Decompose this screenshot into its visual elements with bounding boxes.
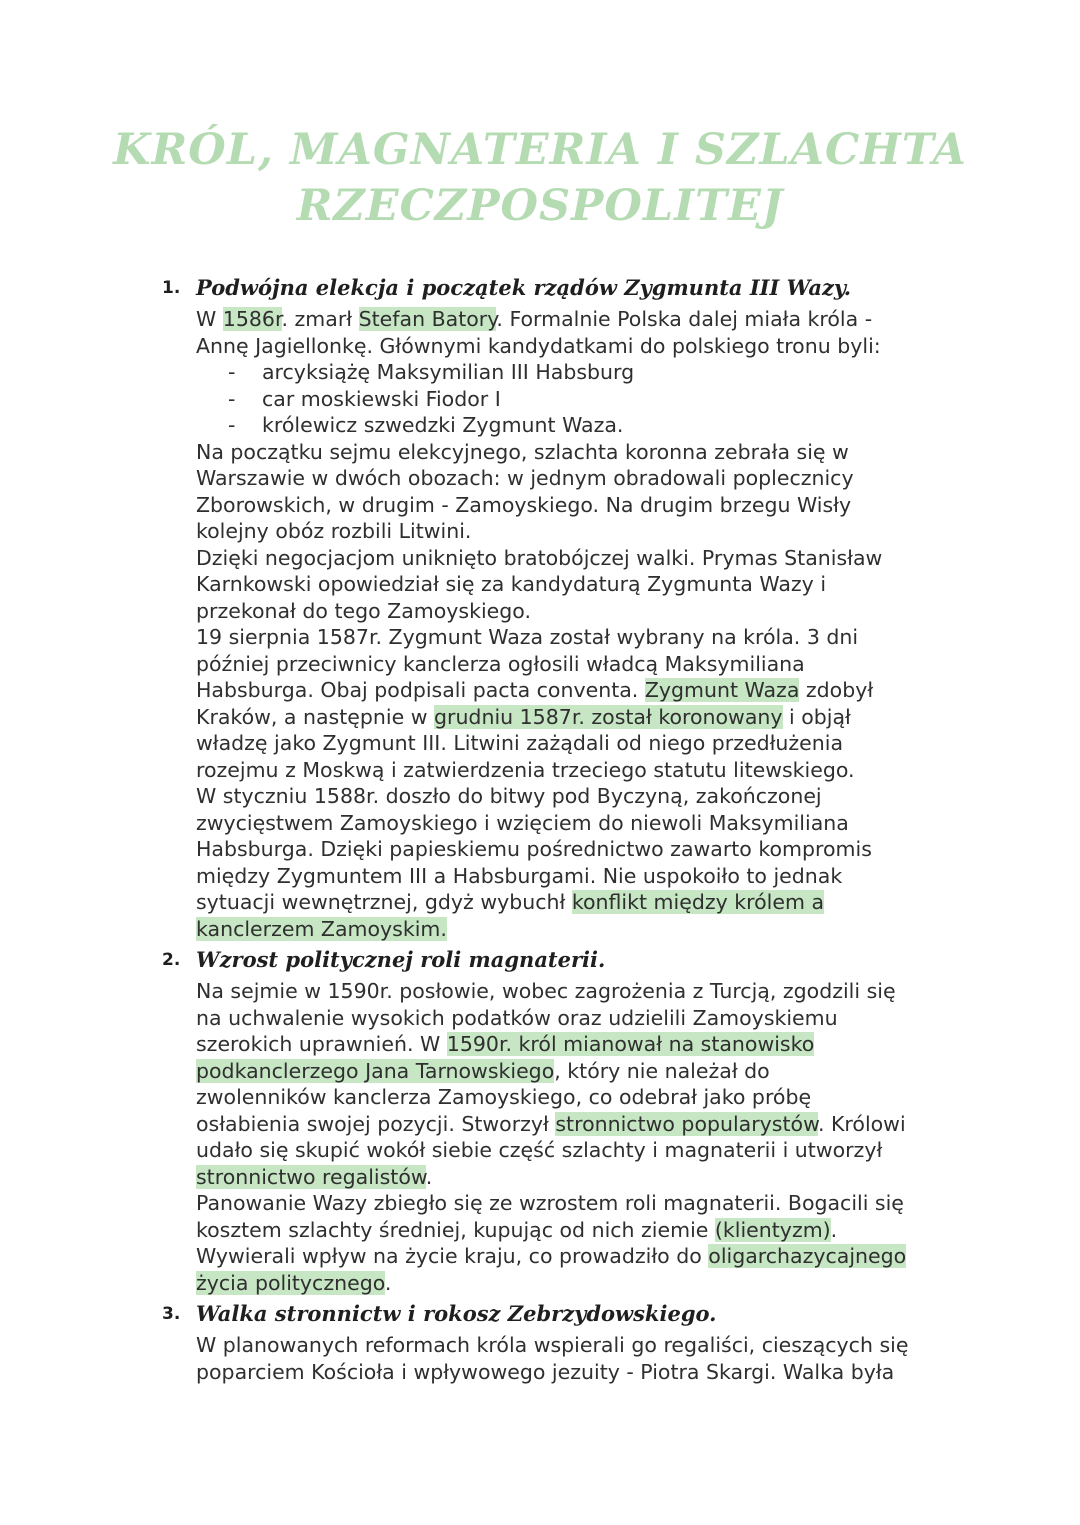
section-number: 3.	[162, 1304, 181, 1324]
text-line	[0, 783, 1080, 810]
text-line	[0, 598, 1080, 625]
text-line	[0, 1084, 1080, 1111]
document-body	[0, 270, 1080, 1385]
text-segment: zwolenników kanclerza Zamoyskiego, co odebrał jako próbę	[196, 1085, 812, 1109]
text-line	[0, 1332, 1080, 1359]
section-3	[0, 1296, 1080, 1385]
text-segment: udało się skupić wokół siebie część szlachty i magnaterii i utworzył	[196, 1138, 883, 1162]
text-line	[0, 836, 1080, 863]
highlighted-term: Zygmunt Waza	[644, 678, 800, 702]
section-1	[0, 270, 1080, 942]
text-line	[0, 730, 1080, 757]
text-line	[0, 306, 1080, 333]
page-title	[0, 122, 1080, 234]
text-line	[0, 333, 1080, 360]
text-line	[0, 1137, 1080, 1164]
text-segment: W	[196, 307, 223, 331]
text-line	[0, 704, 1080, 731]
highlighted-term: 1590r. król mianował na stanowisko	[446, 1032, 815, 1056]
text-line	[0, 1005, 1080, 1032]
section-heading-text: Podwójna elekcja i początek rządów Zygmunta III Wazy.	[196, 275, 851, 300]
text-segment: Karnkowski opowiedział się za kandydaturą Zygmunta Wazy i	[196, 572, 827, 596]
text-line	[0, 978, 1080, 1005]
text-line	[0, 757, 1080, 784]
text-segment: . Formalnie Polska dalej miała króla -	[496, 307, 873, 331]
text-segment: rozejmu z Moskwą i zatwierdzenia trzeciego statutu litewskiego.	[196, 757, 855, 782]
text-segment: poparciem Kościoła i wpływowego jezuity - Piotra Skargi. Walka była	[196, 1359, 895, 1384]
text-segment: Annę Jagiellonkę. Głównymi kandydatkami do polskiego tronu byli:	[196, 333, 881, 358]
text-segment: .	[384, 1270, 392, 1295]
text-segment: później przeciwnicy kanclerza ogłosili władcą Maksymiliana	[196, 651, 805, 676]
text-line	[0, 1058, 1080, 1085]
text-line	[0, 1359, 1080, 1386]
text-segment: na uchwalenie wysokich podatków oraz udzielili Zamoyskiemu	[196, 1005, 838, 1030]
text-line	[0, 1111, 1080, 1138]
title-line-1: KRÓL, MAGNATERIA I SZLACHTA	[113, 125, 967, 175]
text-segment: Wywierali wpływ na życie kraju, co prowadziło do	[196, 1244, 709, 1268]
text-line	[0, 1243, 1080, 1270]
section-heading	[0, 1296, 1080, 1332]
highlighted-term: stronnictwo popularystów	[555, 1111, 818, 1136]
text-line	[0, 465, 1080, 492]
text-segment: 19 sierpnia 1587r. Zygmunt Waza został wybrany na króla. 3 dni	[196, 625, 859, 649]
bullet-text: arcyksiążę Maksymilian III Habsburg	[262, 360, 635, 384]
text-segment: Warszawie w dwóch obozach: w jednym obradowali poplecznicy	[196, 466, 854, 490]
text-segment: osłabienia swojej pozycji. Stworzył	[196, 1111, 556, 1136]
text-segment: sytuacji wewnętrznej, gdyż wybuchł	[196, 890, 572, 914]
title-line-2: RZECZPOSPOLITEJ	[296, 181, 784, 231]
text-line	[0, 492, 1080, 519]
section-heading-text: Walka stronnictw i rokosz Zebrzydowskiego.	[196, 1301, 717, 1326]
text-line	[0, 863, 1080, 890]
text-line	[0, 545, 1080, 572]
text-segment: Dzięki negocjacjom uniknięto bratobójczej walki. Prymas Stanisław	[196, 545, 883, 570]
text-segment: przekonał do tego Zamoyskiego.	[196, 598, 532, 623]
bullet-text: królewicz szwedzki Zygmunt Waza.	[262, 413, 624, 437]
text-line	[0, 889, 1080, 916]
text-segment: .	[425, 1164, 433, 1189]
text-segment: Kraków, a następnie w	[196, 704, 434, 729]
text-line	[0, 1217, 1080, 1244]
text-line	[0, 1190, 1080, 1217]
highlighted-term: konflikt między królem a	[571, 890, 824, 914]
text-segment: W planowanych reformach króla wspierali go regaliści, cieszących się	[196, 1333, 909, 1357]
highlighted-term: 1586r	[222, 307, 282, 331]
text-segment: . zmarł	[281, 307, 359, 331]
text-segment: Panowanie Wazy zbiegło się ze wzrostem roli magnaterii. Bogacili się	[196, 1191, 904, 1215]
highlighted-term: kanclerzem Zamoyskim.	[196, 916, 447, 941]
highlighted-term: życia politycznego	[196, 1270, 385, 1295]
text-segment: Na początku sejmu elekcyjnego, szlachta koronna zebrała się w	[196, 439, 849, 464]
text-line	[0, 624, 1080, 651]
text-segment: , który nie należał do	[554, 1058, 770, 1083]
text-segment: Na sejmie w 1590r. posłowie, wobec zagrożenia z Turcją, zgodzili się	[196, 979, 896, 1003]
bullet-text: car moskiewski Fiodor I	[262, 386, 501, 411]
section-number: 1.	[162, 278, 181, 298]
text-line	[0, 916, 1080, 943]
highlighted-term: (klientyzm)	[714, 1217, 831, 1242]
text-segment: Habsburga. Dzięki papieskiemu pośrednictwo zawarto kompromis	[196, 837, 872, 861]
text-segment: i objął	[782, 704, 851, 729]
bullet-dash: -	[228, 360, 236, 384]
text-segment: zwycięstwem Zamoyskiego i wzięciem do niewoli Maksymiliana	[196, 810, 849, 835]
text-segment: władzę jako Zygmunt III. Litwini zażądali od niego przedłużenia	[196, 731, 844, 755]
text-line	[0, 439, 1080, 466]
text-line	[0, 810, 1080, 837]
text-segment: między Zygmuntem III a Habsburgami. Nie uspokoiło to jednak	[196, 863, 843, 888]
text-segment: kolejny obóz rozbili Litwini.	[196, 519, 472, 543]
text-line	[0, 1031, 1080, 1058]
text-line	[0, 571, 1080, 598]
bullet-dash: -	[228, 386, 236, 411]
text-line	[0, 1270, 1080, 1297]
text-line	[0, 677, 1080, 704]
text-line	[0, 1164, 1080, 1191]
text-segment: Zborowskich, w drugim - Zamoyskiego. Na drugim brzegu Wisły	[196, 492, 852, 517]
section-heading	[0, 942, 1080, 978]
highlighted-term: stronnictwo regalistów	[196, 1164, 426, 1189]
bullet-item	[0, 359, 1080, 386]
highlighted-term: Stefan Batory	[358, 307, 497, 331]
text-segment: Habsburga. Obaj podpisali pacta conventa.	[196, 678, 645, 702]
highlighted-term: oligarchazycajnego	[708, 1244, 907, 1268]
highlighted-term: grudniu 1587r. został koronowany	[434, 704, 783, 729]
text-segment: W styczniu 1588r. doszło do bitwy pod Byczyną, zakończonej	[196, 784, 822, 808]
text-segment: kosztem szlachty średniej, kupując od nich ziemie	[196, 1217, 715, 1242]
text-segment: . Królowi	[817, 1111, 906, 1136]
text-line	[0, 651, 1080, 678]
text-segment: .	[830, 1217, 838, 1242]
section-heading-text: Wzrost politycznej roli magnaterii.	[196, 947, 606, 972]
bullet-item	[0, 386, 1080, 413]
text-segment: zdobył	[799, 678, 874, 702]
text-segment: szerokich uprawnień. W	[196, 1032, 447, 1056]
bullet-dash: -	[228, 413, 236, 437]
section-2	[0, 942, 1080, 1296]
text-line	[0, 518, 1080, 545]
highlighted-term: podkanclerzego Jana Tarnowskiego	[196, 1058, 555, 1083]
section-heading	[0, 270, 1080, 306]
section-number: 2.	[162, 950, 181, 970]
bullet-item	[0, 412, 1080, 439]
